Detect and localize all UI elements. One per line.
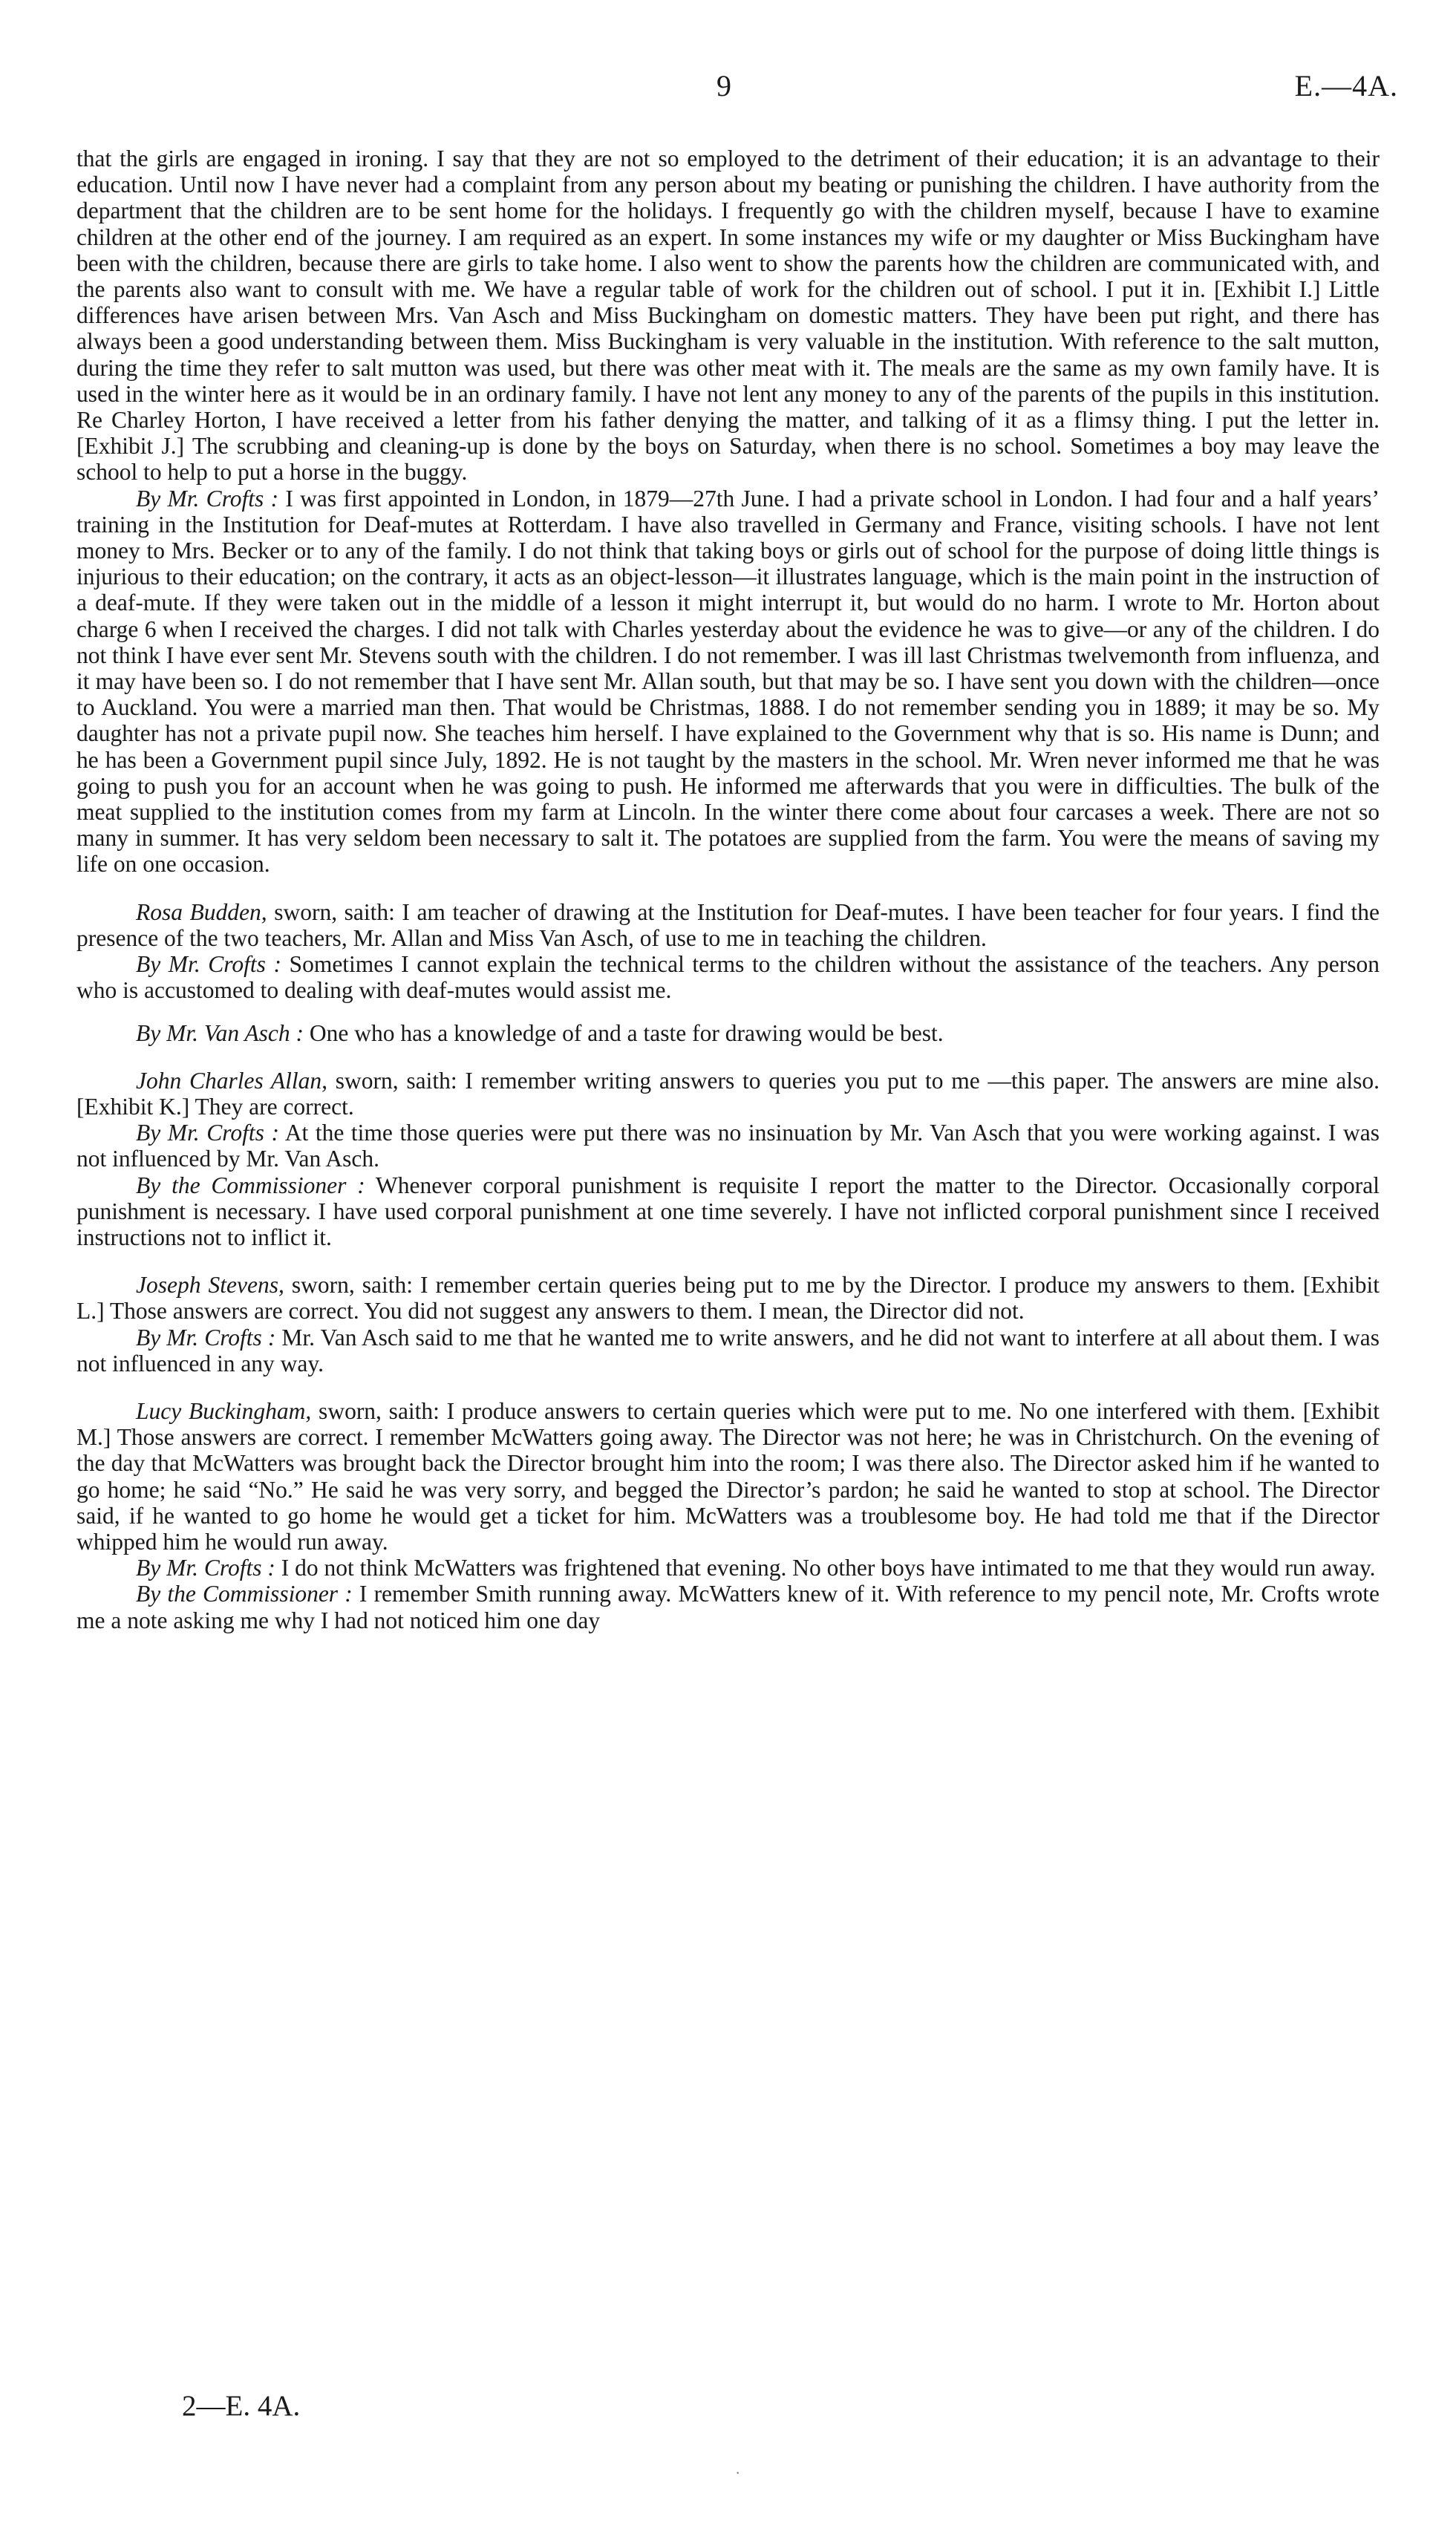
paragraph [76, 146, 1380, 486]
paragraph-text: I remember Smith running away. McWatters knew of it. With reference to my pencil note, Mr. Crofts wrote me a note asking me why I had not noticed him one day [76, 1581, 1380, 1633]
speaker: Lucy Buckingham, [136, 1397, 312, 1424]
paragraph-text: One who has a knowledge of and a taste for drawing would be best. [304, 1019, 944, 1046]
speaker: John Charles Allan, [136, 1067, 328, 1094]
paragraph [76, 1272, 1380, 1324]
footer-mark: · [735, 2463, 741, 2482]
paragraph-text: sworn, saith: I remember certain queries being put to me by the Director. I produce my answers to them. [Exhibit L.] Those answers are correct. You did not suggest any answers to them. I mean, the Director did not. [76, 1272, 1380, 1325]
paragraph [76, 1172, 1380, 1251]
speaker: Joseph Stevens, [136, 1272, 284, 1299]
document-reference: E.—4A. [1294, 69, 1398, 102]
paragraph [76, 1555, 1380, 1581]
speaker: By Mr. Van Asch : [136, 1019, 304, 1046]
paragraph-text: Mr. Van Asch said to me that he wanted me to write answers, and he did not want to interfere at all about them. I was not influenced in any way. [76, 1324, 1380, 1377]
paragraph [76, 899, 1380, 951]
paragraph [76, 1581, 1380, 1633]
speaker: By Mr. Crofts : [136, 485, 279, 512]
speaker: By Mr. Crofts : [136, 1120, 279, 1146]
page-number: 9 [716, 69, 731, 102]
paragraph-text: sworn, saith: I am teacher of drawing at the Institution for Deaf-mutes. I have been teacher for four years. I find the presence of the two teachers, Mr. Allan and Miss Van Asch, of use to me in teaching the children. [76, 898, 1380, 951]
paragraph-text: Sometimes I cannot explain the technical terms to the children without the assistance of the teachers. Any person who is accustomed to dealing with deaf-mutes would assist me. [76, 951, 1380, 1004]
paragraph [76, 1120, 1380, 1172]
paragraph-text: I was first appointed in London, in 1879—27th June. I had a private school in London. I had four and a half years’ training in the Institution for Deaf-mutes at Rotterdam. I have also travelled in Germany and France, visiting schools. I have not lent money to Mrs. Becker or to any of the family. I do not think that taking boys or girls out of school for the purpose of doing little things is injurious to their education; on the contrary, it acts as an object-lesson—it illustrates language, which is the main point in the instruction of a deaf-mute. If they were taken out in the middle of a lesson it might interrupt it, but would do no harm. I wrote to Mr. Horton about charge 6 when I received the charges. I did not talk with Charles yesterday about the evidence he was to give—or any of the children. I do not think I have ever sent Mr. Stevens south with the children. I do not remember. I was ill last Christmas twelvemonth from influenza, and it may have been so. I do not remember that I have sent Mr. Allan south, but that may be so. I have sent you down with the children—once to Auckland. You were a married man then. That would be Christmas, 1888. I do not remember sending you in 1889; it may be so. My daughter has not a private pupil now. She teaches him herself. I have explained to the Government why that is so. His name is Dunn; and he has been a Government pupil since July, 1892. He is not taught by the masters in the school. Mr. Wren never informed me that he was going to push you for an account when he was going to push. He informed me afterwards that you were in difficulties. The bulk of the meat supplied to the institution comes from my farm at Lincoln. In the winter there come about four carcases a week. There are not so many in summer. It has very seldom been necessary to salt it. The potatoes are supplied from the farm. You were the means of saving my life on one occasion. [76, 485, 1380, 878]
paragraph-text: sworn, saith: I remember writing answers to queries you put to me —this paper. The answers are mine also. [Exhibit K.] They are correct. [76, 1067, 1380, 1120]
speaker: By the Commissioner : [136, 1172, 365, 1198]
paragraph-text: that the girls are engaged in ironing. I say that they are not so employed to the detriment of their education; it is an advantage to their education. Until now I have never had a complaint from any person about my beating or punishing the children. I have authority from the department that the children are to be sent home for the holidays. I frequently go with the children myself, because I have to examine children at the other end of the journey. I am required as an expert. In some instances my wife or my daughter or Miss Buckingham have been with the children, because there are girls to take home. I also went to show the parents how the children are communicated with, and the parents also want to consult with me. We have a regular table of work for the children out of school. I put it in. [Exhibit I.] Little differences have arisen between Mrs. Van Asch and Miss Buckingham on domestic matters. They have been put right, and there has always been a good understanding between them. Miss Buckingham is very valuable in the institution. With reference to the salt mutton, during the time they refer to salt mutton was used, but there was other meat with it. The meals are the same as my own family have. It is used in the winter here as it would be in an ordinary family. I have not lent any money to any of the parents of the pupils in this institution. Re Charley Horton, I have received a letter from his father denying the matter, and talking of it as a flimsy thing. I put the letter in. [Exhibit J.] The scrubbing and cleaning-up is done by the boys on Saturday, when there is no school. Sometimes a boy may leave the school to help to put a horse in the buggy. [76, 146, 1380, 486]
speaker: By Mr. Crofts : [136, 1324, 276, 1351]
paragraph [76, 1068, 1380, 1120]
paragraph [76, 1398, 1380, 1555]
paragraph-text: Whenever corporal punishment is requisite I report the matter to the Director. Occasionally corporal punishment is necessary. I have used corporal punishment at one time severely. I have not inflicted corporal punishment since I received instructions not to inflict it. [76, 1172, 1380, 1250]
paragraph-text: sworn, saith: I produce answers to certain queries which were put to me. No one interfered with them. [Exhibit M.] Those answers are correct. I remember McWatters going away. The Director was not here; he was in Christchurch. On the evening of the day that McWatters was brought back the Director brought him into the room; I was there also. The Director asked him if he wanted to go home; he said “No.” He said he was very sorry, and begged the Director’s pardon; he said he wanted to stop at school. The Director said, if he wanted to go home he would get a ticket for him. McWatters was a troublesome boy. He had told me that if the Director whipped him he would run away. [76, 1397, 1380, 1555]
paragraph-text: At the time those queries were put there was no insinuation by Mr. Van Asch that you were working against. I was not influenced by Mr. Van Asch. [76, 1120, 1380, 1172]
paragraph-text: I do not think McWatters was frightened that evening. No other boys have intimated to me that they would run away. [275, 1555, 1376, 1581]
text-body [76, 146, 1380, 1633]
paragraph [76, 486, 1380, 878]
paragraph [76, 1020, 1380, 1046]
speaker: Rosa Budden, [136, 898, 267, 925]
printer-signature: 2—E. 4A. [182, 2390, 301, 2422]
speaker: By the Commissioner : [136, 1581, 353, 1607]
speaker: By Mr. Crofts : [136, 1555, 275, 1581]
paragraph [76, 951, 1380, 1003]
paragraph [76, 1325, 1380, 1377]
speaker: By Mr. Crofts : [136, 951, 281, 978]
